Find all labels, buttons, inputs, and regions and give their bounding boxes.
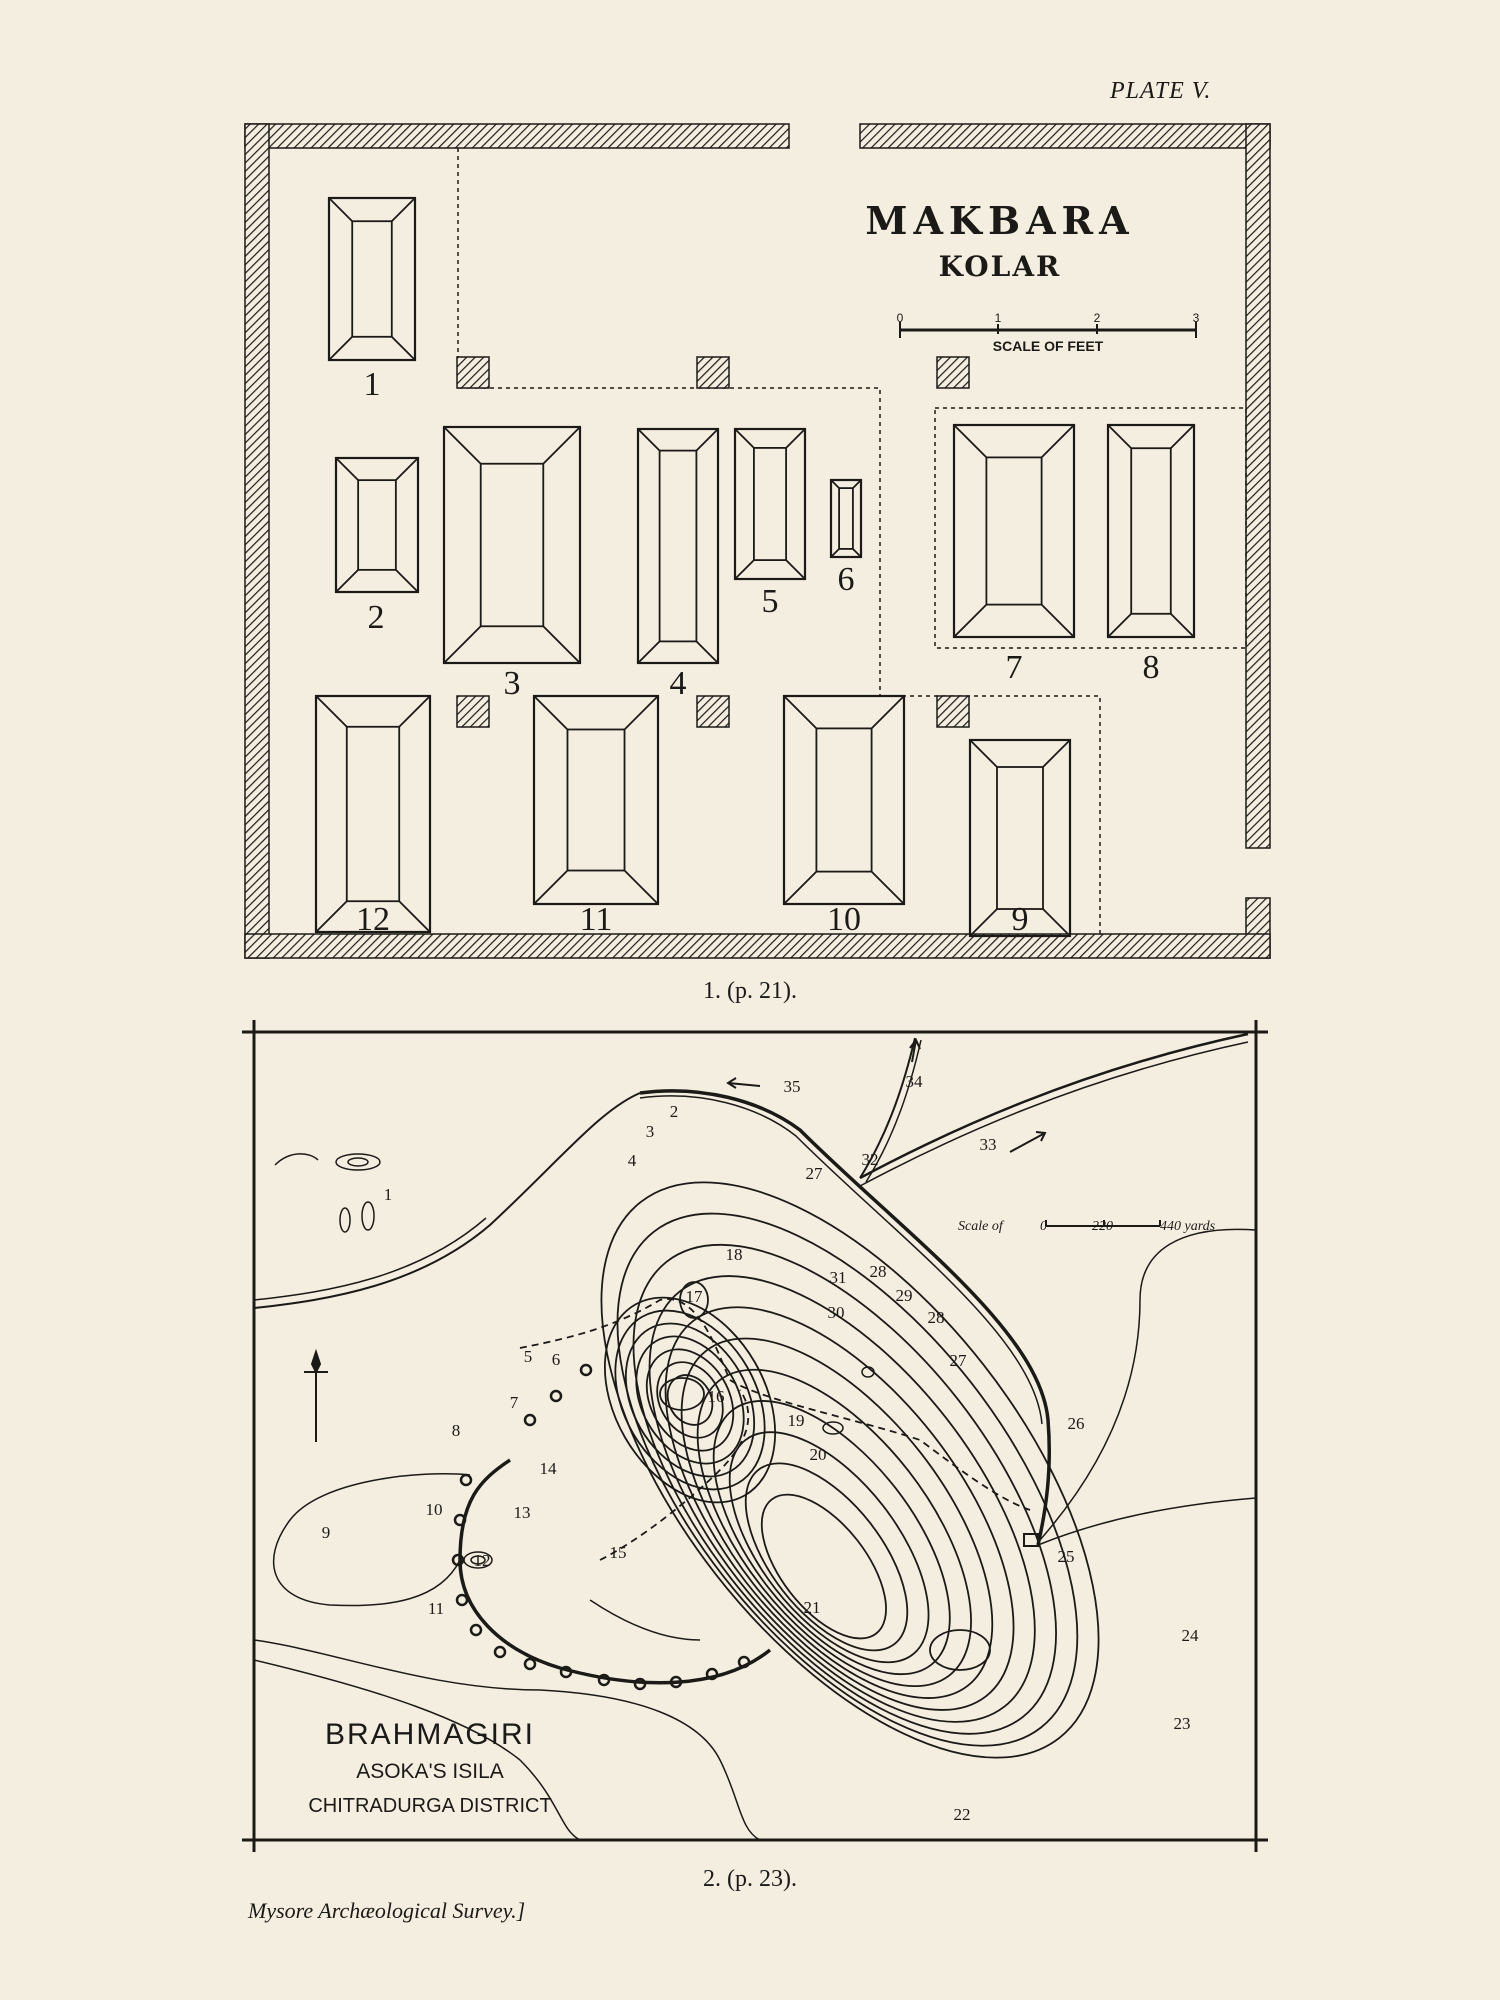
bastion [457, 1595, 467, 1605]
area-9-outline [274, 1474, 470, 1606]
feet-scale-tick-3: 3 [1192, 311, 1200, 325]
brahmagiri-map [0, 1000, 1500, 1870]
tomb-number-2: 2 [367, 599, 385, 636]
tomb-number-7: 7 [1005, 649, 1023, 686]
site-number-18: 18 [725, 1245, 743, 1264]
site-number-29: 29 [895, 1286, 913, 1305]
footer-credit: Mysore Archæological Survey.] [248, 1898, 526, 1923]
site-number-3: 3 [645, 1122, 655, 1141]
tomb-number-10: 10 [827, 901, 861, 938]
site-number-20: 20 [809, 1445, 827, 1464]
bastion [471, 1625, 481, 1635]
tomb-number-11: 11 [579, 901, 613, 938]
contour-line [570, 1267, 810, 1533]
tomb-number-4: 4 [669, 665, 687, 702]
yards-scale-tick-1: 220 [1092, 1219, 1113, 1234]
site-number-4: 4 [627, 1151, 637, 1170]
compass-mark [304, 1352, 328, 1442]
site-number-34: 34 [905, 1072, 923, 1091]
site-number-26: 26 [1067, 1414, 1085, 1433]
tomb-8 [1108, 425, 1194, 637]
tomb-number-5: 5 [761, 583, 779, 620]
site-number-13: 13 [513, 1503, 531, 1522]
site-number-11: 11 [427, 1599, 445, 1618]
fort-wall [460, 1460, 770, 1683]
site-number-31: 31 [829, 1268, 847, 1287]
feet-scale-tick-0: 0 [896, 311, 904, 325]
site-number-27: 27 [805, 1164, 823, 1183]
contour-lines [507, 1097, 1194, 1842]
site-number-30: 30 [827, 1303, 845, 1322]
dashed-path-1 [520, 1299, 1030, 1510]
site-number-1: 1 [383, 1185, 393, 1204]
tomb-number-6: 6 [837, 561, 855, 598]
arrow-33 [1010, 1133, 1045, 1152]
site-number-25: 25 [1057, 1547, 1075, 1566]
contour-line [669, 1361, 995, 1715]
tomb-number-8: 8 [1142, 649, 1160, 686]
yards-scale-tick-0: 0 [1040, 1219, 1047, 1234]
contour-line [530, 1135, 1165, 1824]
site-number-10: 10 [425, 1500, 443, 1519]
site-number-16: 16 [707, 1387, 725, 1406]
site-number-35: 35 [783, 1077, 801, 1096]
site-number-8: 8 [451, 1421, 461, 1440]
site-number-22: 22 [953, 1805, 971, 1824]
fort-bastions [453, 1365, 749, 1689]
main-road [640, 1091, 1049, 1545]
tomb-outlines [316, 198, 1194, 936]
feet-scale-tick-1: 1 [994, 311, 1002, 325]
bastion [551, 1391, 561, 1401]
tomb-6 [831, 480, 861, 557]
contour-line [614, 1317, 765, 1483]
makbara-subtitle: KOLAR [938, 250, 1062, 283]
bastion [461, 1475, 471, 1485]
tomb-number-9: 9 [1011, 901, 1029, 938]
bastion [525, 1659, 535, 1669]
tomb-10 [784, 696, 904, 904]
bastion [495, 1647, 505, 1657]
site-number-24: 24 [1181, 1626, 1199, 1645]
tomb-3 [444, 427, 580, 663]
tomb-number-12: 12 [356, 901, 390, 938]
feet-scale-tick-2: 2 [1093, 311, 1101, 325]
tomb-11 [534, 696, 658, 904]
site-number-28: 28 [927, 1308, 945, 1327]
brahmagiri-title: BRAHMAGIRI [324, 1718, 536, 1751]
site-number-28: 28 [869, 1262, 887, 1281]
brahmagiri-district: CHITRADURGA DISTRICT [308, 1795, 552, 1817]
site-number-14: 14 [539, 1459, 557, 1478]
tomb-2 [336, 458, 418, 592]
bastion [581, 1365, 591, 1375]
site-number-33: 33 [979, 1135, 997, 1154]
brahmagiri-subtitle: ASOKA'S ISILA [356, 1760, 504, 1783]
yards-scale-tick-2: 440 yards [1160, 1219, 1216, 1234]
tomb-4 [638, 429, 718, 663]
figure1-caption: 1. (p. 21). [703, 978, 797, 1004]
site-number-2: 2 [669, 1102, 679, 1121]
pillar-squares [457, 357, 969, 727]
river-line [254, 1093, 640, 1308]
figure2-caption: 2. (p. 23). [703, 1866, 797, 1892]
site-number-9: 9 [321, 1523, 331, 1542]
bastion [525, 1415, 535, 1425]
contour-line [585, 1284, 795, 1516]
contour-line [629, 1334, 751, 1467]
site-number-15: 15 [609, 1543, 627, 1562]
plate-label: PLATE V. [1110, 78, 1212, 104]
tomb-12 [316, 696, 430, 932]
makbara-title: MAKBARA [865, 198, 1135, 243]
site-number-32: 32 [861, 1150, 879, 1169]
tomb-7 [954, 425, 1074, 637]
site-number-7: 7 [509, 1393, 519, 1412]
yards-scale-label: Scale of [958, 1219, 1003, 1234]
site-number-5: 5 [523, 1347, 533, 1366]
tomb-number-3: 3 [503, 665, 521, 702]
site-number-19: 19 [787, 1411, 805, 1430]
site-number-27: 27 [949, 1351, 967, 1370]
site-number-21: 21 [803, 1598, 821, 1617]
contour-line [715, 1436, 938, 1678]
tomb-1 [329, 198, 415, 360]
site-number-17: 17 [685, 1287, 703, 1306]
contour-line [576, 1210, 1108, 1788]
feet-scale-label: SCALE OF FEET [992, 338, 1104, 354]
site-number-23: 23 [1173, 1714, 1191, 1733]
tomb-number-1: 1 [363, 366, 381, 403]
site-number-6: 6 [551, 1350, 561, 1369]
site-number-12: 12 [473, 1551, 491, 1570]
tomb-5 [735, 429, 805, 579]
feet-scale-bar [900, 322, 1196, 338]
